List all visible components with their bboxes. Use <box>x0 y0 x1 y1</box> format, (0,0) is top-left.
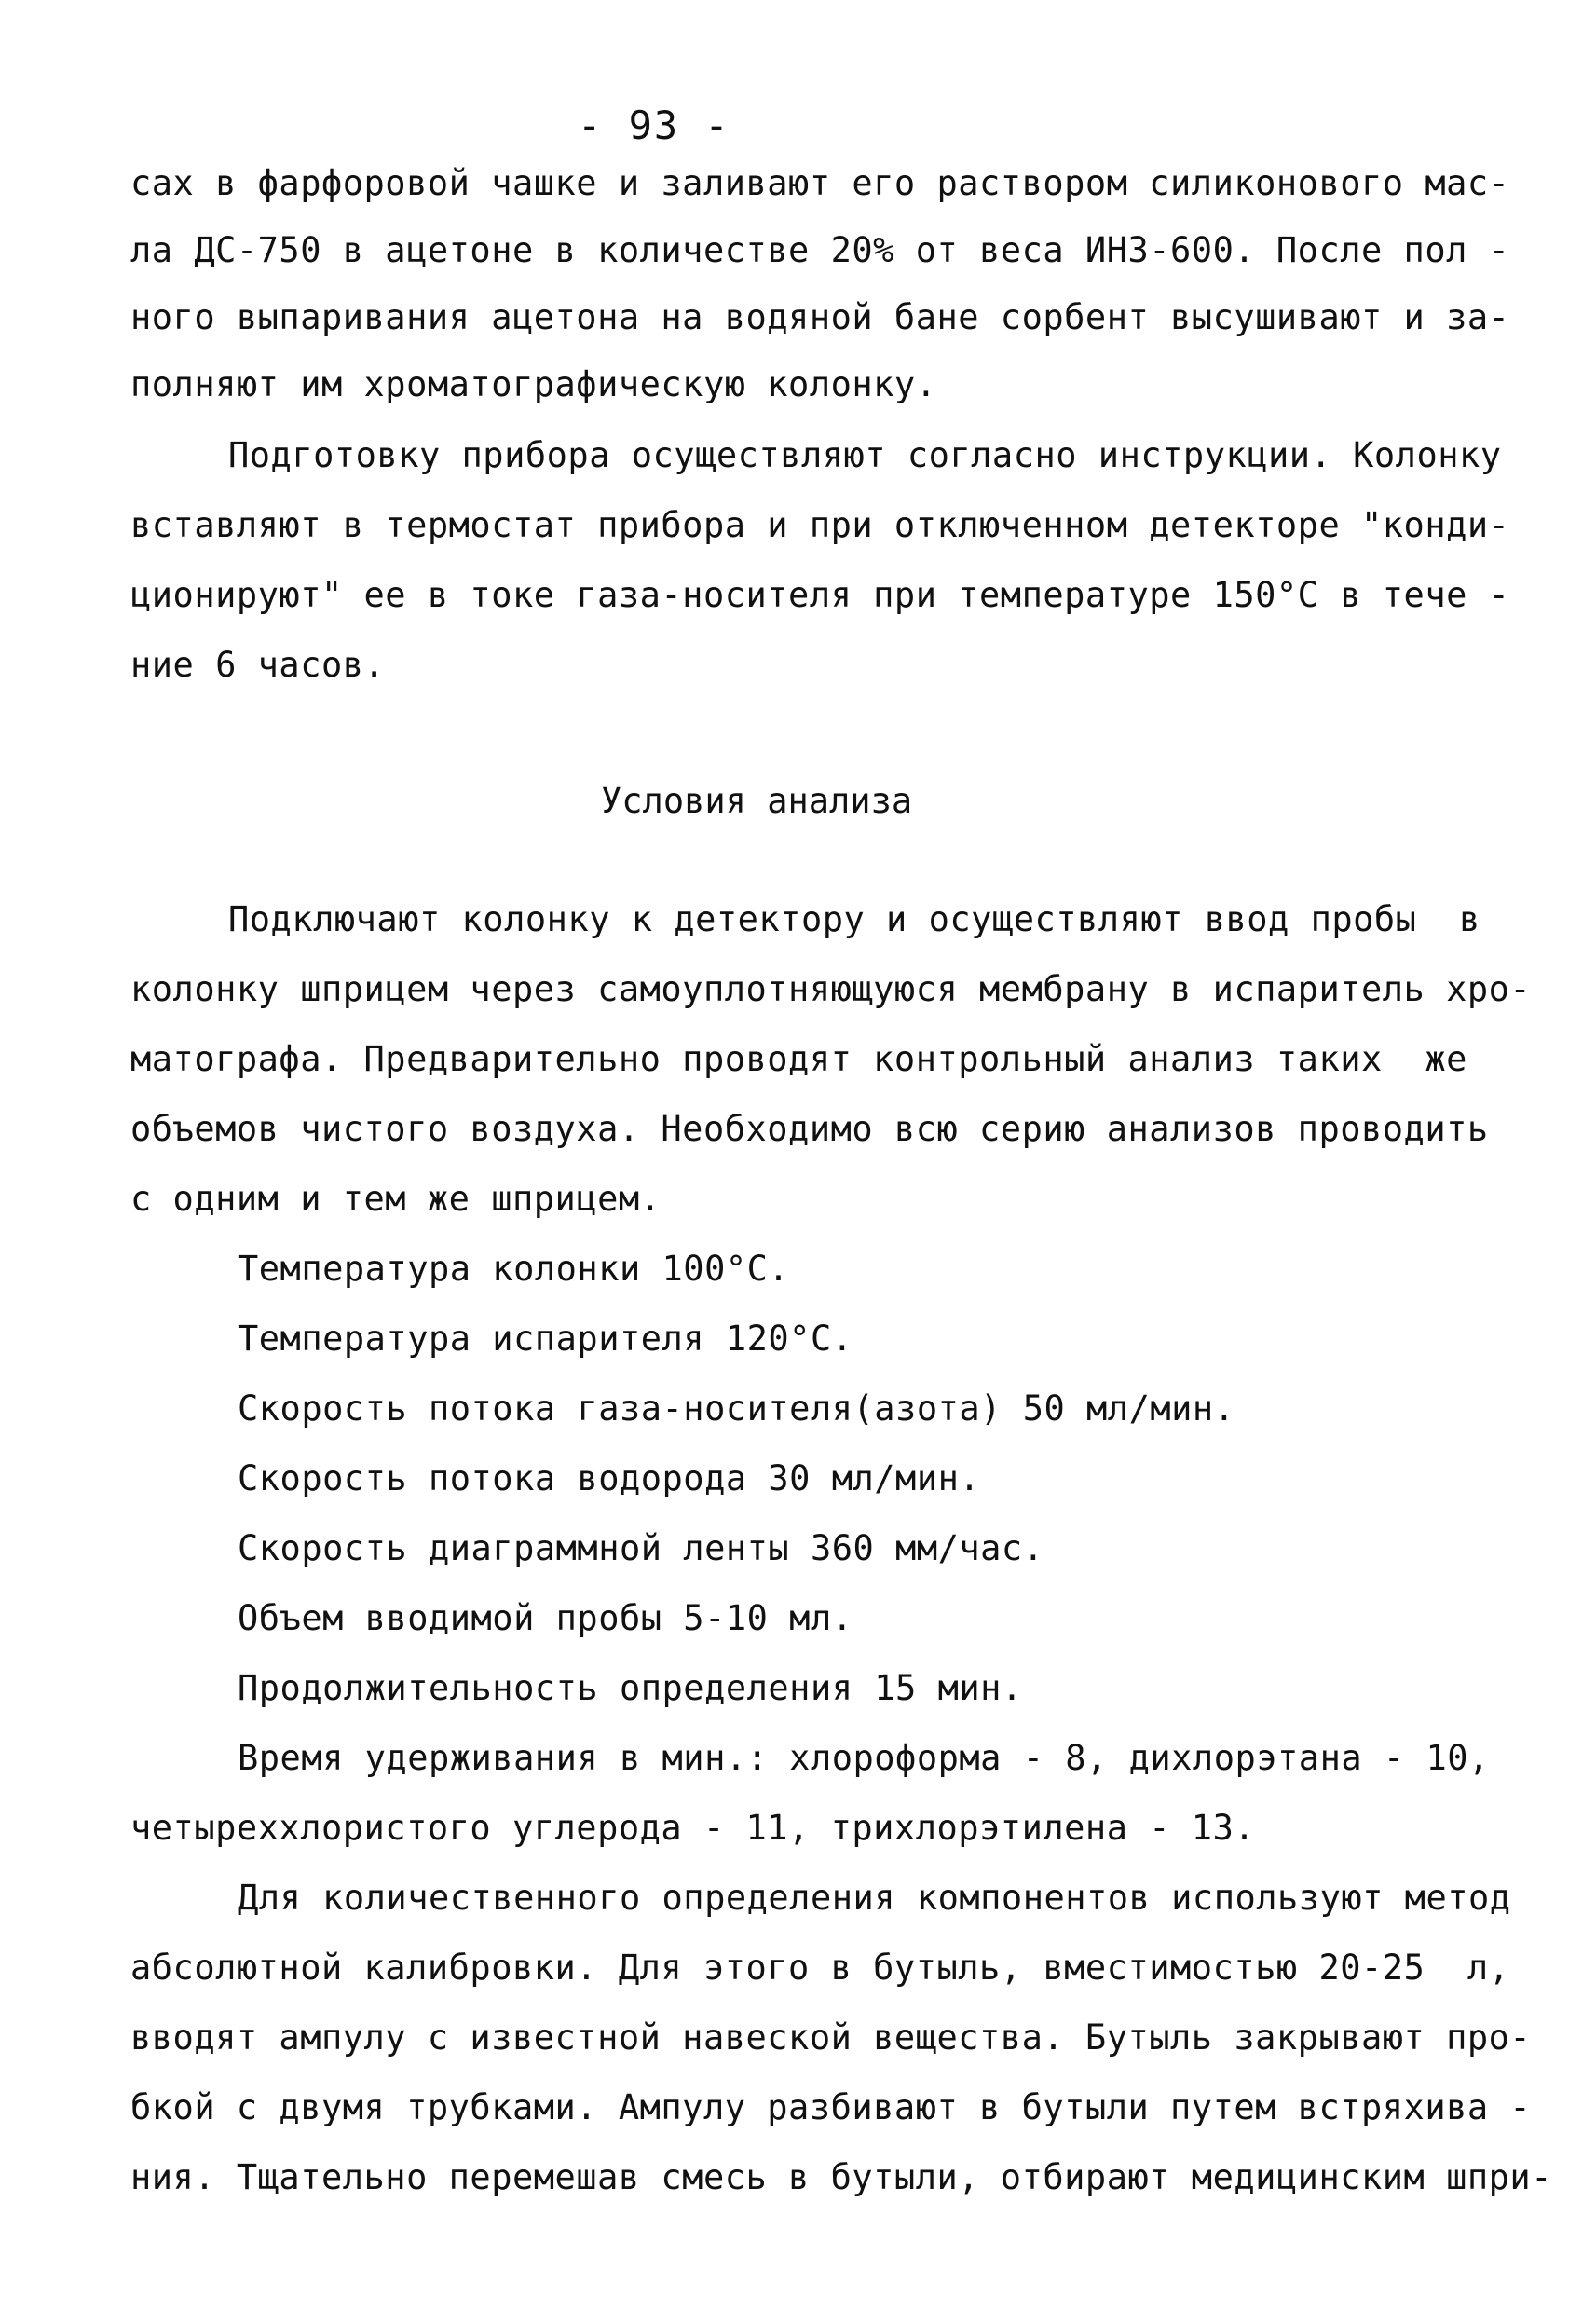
paragraph-4-line-4: бкой с двумя трубками. Ампулу разбивают в бутыли путем встряхива - <box>130 2087 1532 2127</box>
paragraph-1-line-4: полняют им хроматографическую колонку. <box>130 364 937 404</box>
paragraph-3-line-4: объемов чистого воздуха. Необходимо всю серию анализов проводить <box>130 1109 1489 1149</box>
paragraph-4-line-1: Для количественного определения компонентов используют метод <box>238 1878 1511 1918</box>
paragraph-2-line-3: ционируют" ее в токе газа-носителя при температуре 150°С в тече - <box>130 575 1510 615</box>
condition-column-temp: Температура колонки 100°С. <box>238 1249 790 1289</box>
paragraph-2-line-2: вставляют в термостат прибора и при отключенном детекторе "конди- <box>130 505 1510 545</box>
condition-chart-speed: Скорость диаграммной ленты 360 мм/час. <box>238 1528 1044 1568</box>
page-number: - 93 - <box>578 103 730 148</box>
paragraph-2-line-4: ние 6 часов. <box>130 645 386 685</box>
condition-carrier-gas-flow: Скорость потока газа-носителя(азота) 50 мл/мин. <box>238 1388 1235 1429</box>
section-heading: Условия анализа <box>601 781 913 821</box>
paragraph-2-line-1: Подготовку прибора осуществляют согласно инструкции. Колонку <box>228 435 1502 475</box>
condition-duration: Продолжительность определения 15 мин. <box>238 1668 1023 1708</box>
condition-sample-volume: Объем вводимой пробы 5-10 мл. <box>238 1598 853 1638</box>
paragraph-1-line-2: ла ДС-750 в ацетоне в количестве 20% от веса ИНЗ-600. После пол - <box>130 230 1510 270</box>
condition-evaporator-temp: Температура испарителя 120°С. <box>238 1319 853 1359</box>
paragraph-3-line-2: колонку шприцем через самоуплотняющуюся мембрану в испаритель хро- <box>130 969 1532 1009</box>
paragraph-3-line-3: матографа. Предварительно проводят контрольный анализ таких же <box>130 1039 1467 1079</box>
condition-retention-times: Время удерживания в мин.: хлороформа - 8, дихлорэтана - 10, <box>238 1738 1490 1778</box>
condition-retention-times-continued: четыреххлористого углерода - 11, трихлорэтилена - 13. <box>130 1808 1256 1848</box>
paragraph-1-line-1: сах в фарфоровой чашке и заливают его раствором силиконового мас- <box>130 163 1510 203</box>
paragraph-1-line-3: ного выпаривания ацетона на водяной бане сорбент высушивают и за- <box>130 297 1510 337</box>
paragraph-3-line-1: Подключают колонку к детектору и осуществляют ввод пробы в <box>228 899 1480 939</box>
paragraph-4-line-3: вводят ампулу с известной навеской вещества. Бутыль закрывают про- <box>130 2017 1532 2058</box>
paragraph-3-line-5: с одним и тем же шприцем. <box>130 1179 662 1219</box>
paragraph-4-line-5: ния. Тщательно перемешав смесь в бутыли, отбирают медицинским шпри- <box>130 2157 1552 2197</box>
paragraph-4-line-2: абсолютной калибровки. Для этого в бутыль, вместимостью 20-25 л, <box>130 1948 1510 1988</box>
condition-hydrogen-flow: Скорость потока водорода 30 мл/мин. <box>238 1458 981 1498</box>
